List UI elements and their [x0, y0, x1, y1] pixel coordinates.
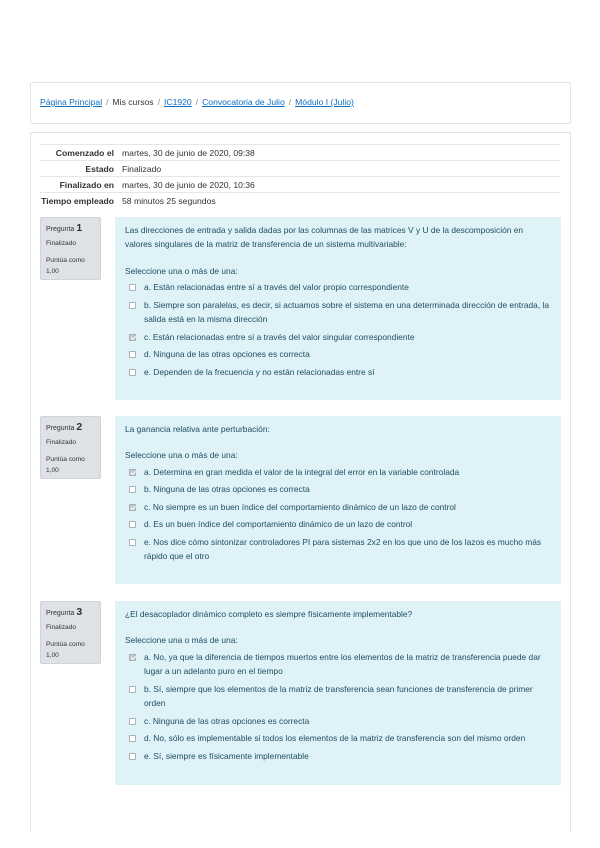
summary-row-finished — [40, 176, 560, 192]
answer-option-e[interactable] — [125, 749, 551, 763]
summary-value: 58 minutos 25 segundos — [122, 195, 216, 206]
question-info — [40, 217, 101, 280]
checkbox[interactable] — [129, 718, 136, 725]
checkbox[interactable] — [129, 369, 136, 376]
checkbox-checked[interactable] — [129, 469, 136, 476]
question-grade: Puntúa como 1,00 — [46, 257, 85, 276]
quiz-review-card — [30, 132, 571, 832]
answer-option-e[interactable] — [125, 365, 551, 379]
answer-option-a[interactable] — [125, 650, 551, 679]
breadcrumb-section-link[interactable]: Convocatoria de Julio — [202, 97, 285, 107]
summary-label: Estado — [85, 163, 114, 174]
checkbox-checked[interactable] — [129, 654, 136, 661]
checkbox[interactable] — [129, 351, 136, 358]
breadcrumb-separator: / — [195, 97, 199, 107]
checkbox[interactable] — [129, 521, 136, 528]
answer-option-a[interactable] — [125, 280, 551, 294]
answer-prompt: Seleccione una o más de una: — [125, 450, 238, 461]
summary-label: Finalizado en — [59, 179, 114, 190]
answer-option-label: a. No, ya que la diferencia de tiempos muertos entre los elementos de la matriz de transferencia puede dar lugar a un adelanto puro en el tiempo — [144, 651, 541, 677]
answer-option-label: d. No, sólo es implementable si todos los elementos de la matriz de transferencia son del mismo orden — [144, 733, 526, 744]
summary-row-time-taken — [40, 192, 560, 208]
checkbox[interactable] — [129, 686, 136, 693]
answer-option-label: e. Nos dice cómo sintonizar controladores PI para sistemas 2x2 en los que uno de los lazos es mucho más rápido que el otro — [144, 536, 542, 562]
question-state: Finalizado — [46, 624, 77, 631]
question-content — [115, 416, 561, 584]
question-text: La ganancia relativa ante perturbación: — [125, 424, 270, 434]
summary-label: Comenzado el — [55, 147, 114, 158]
answer-option-a[interactable] — [125, 465, 551, 479]
answer-option-label: b. Sí, siempre que los elementos de la matriz de transferencia sean funciones de transferencia de primer orden — [144, 683, 533, 709]
question-grade: Puntúa como 1,00 — [46, 641, 85, 660]
answer-option-label: d. Ninguna de las otras opciones es correcta — [144, 349, 310, 360]
breadcrumb-course-link[interactable]: IC1920 — [163, 97, 192, 107]
question-number: 1 — [76, 222, 83, 234]
checkbox[interactable] — [129, 302, 136, 309]
checkbox-checked[interactable] — [129, 334, 136, 341]
checkbox[interactable] — [129, 284, 136, 291]
answer-option-c[interactable] — [125, 330, 551, 344]
breadcrumb-home-link[interactable]: Página Principal — [40, 97, 103, 107]
breadcrumb-separator: / — [288, 97, 292, 107]
question-grade: Puntúa como 1,00 — [46, 456, 85, 475]
answer-option-d[interactable] — [125, 517, 551, 531]
answer-option-d[interactable] — [125, 347, 551, 361]
question-text: ¿El desacoplador dinámico completo es siempre físicamente implementable? — [125, 609, 413, 619]
checkbox[interactable] — [129, 539, 136, 546]
question-state: Finalizado — [46, 439, 77, 446]
breadcrumb-module-link[interactable]: Módulo I (Julio) — [295, 97, 354, 107]
question-text: Las direcciones de entrada y salida dadas por las columnas de las matrices V y U de la descomposición en valores singulares de la matriz de transferencia de un sistema multivariable: — [125, 225, 524, 250]
answer-option-b[interactable] — [125, 682, 551, 711]
answer-option-label: c. Ninguna de las otras opciones es correcta — [144, 715, 310, 726]
checkbox-checked[interactable] — [129, 504, 136, 511]
answer-option-label: b. Ninguna de las otras opciones es correcta — [144, 484, 310, 495]
answer-option-label: d. Es un buen índice del comportamiento dinámico de un lazo de control — [144, 519, 413, 530]
answer-option-label: c. No siempre es un buen índice del comportamiento dinámico de un lazo de control — [144, 501, 456, 512]
answer-option-c[interactable] — [125, 714, 551, 728]
answer-option-e[interactable] — [125, 535, 551, 564]
answer-option-b[interactable] — [125, 298, 551, 327]
question-label: Pregunta — [46, 226, 75, 233]
answer-prompt: Seleccione una o más de una: — [125, 635, 238, 646]
question-label: Pregunta — [46, 610, 75, 617]
summary-value: martes, 30 de junio de 2020, 09:38 — [122, 147, 255, 158]
breadcrumb-separator: / — [106, 97, 109, 107]
question-content — [115, 601, 561, 785]
answer-option-c[interactable] — [125, 500, 551, 514]
summary-value: Finalizado — [122, 163, 162, 174]
question-number: 2 — [76, 421, 83, 433]
breadcrumb-my-courses: Mis cursos — [112, 97, 154, 107]
answer-option-label: e. Dependen de la frecuencia y no están relacionadas entre sí — [144, 366, 375, 377]
question-content — [115, 217, 561, 400]
answer-option-d[interactable] — [125, 731, 551, 745]
question-state: Finalizado — [46, 240, 77, 247]
checkbox[interactable] — [129, 735, 136, 742]
attempt-summary-table — [40, 144, 560, 208]
answer-option-label: c. Están relacionadas entre sí a través del valor singular correspondiente — [144, 331, 415, 342]
answer-option-b[interactable] — [125, 482, 551, 496]
question-label: Pregunta — [46, 425, 75, 432]
breadcrumb-separator: / — [157, 97, 160, 107]
question-info — [40, 601, 101, 664]
checkbox[interactable] — [129, 486, 136, 493]
summary-value: martes, 30 de junio de 2020, 10:36 — [122, 179, 255, 190]
answer-option-label: a. Están relacionadas entre sí a través del valor propio correspondiente — [144, 282, 409, 293]
question-number: 3 — [76, 606, 83, 618]
question-info — [40, 416, 101, 479]
answer-option-label: a. Determina en gran medida el valor de la integral del error en la variable controlada — [144, 466, 460, 477]
answer-option-label: e. Sí, siempre es físicamente implementable — [144, 750, 309, 761]
summary-label: Tiempo empleado — [41, 195, 114, 206]
answer-option-label: b. Siempre son paralelas, es decir, si actuamos sobre el sistema en una determinada dirección de entrada, la salida está en la misma dirección — [144, 299, 550, 325]
checkbox[interactable] — [129, 753, 136, 760]
breadcrumb — [30, 82, 571, 124]
summary-row-state — [40, 160, 560, 176]
answer-prompt: Seleccione una o más de una: — [125, 265, 238, 276]
summary-row-started — [40, 144, 560, 160]
